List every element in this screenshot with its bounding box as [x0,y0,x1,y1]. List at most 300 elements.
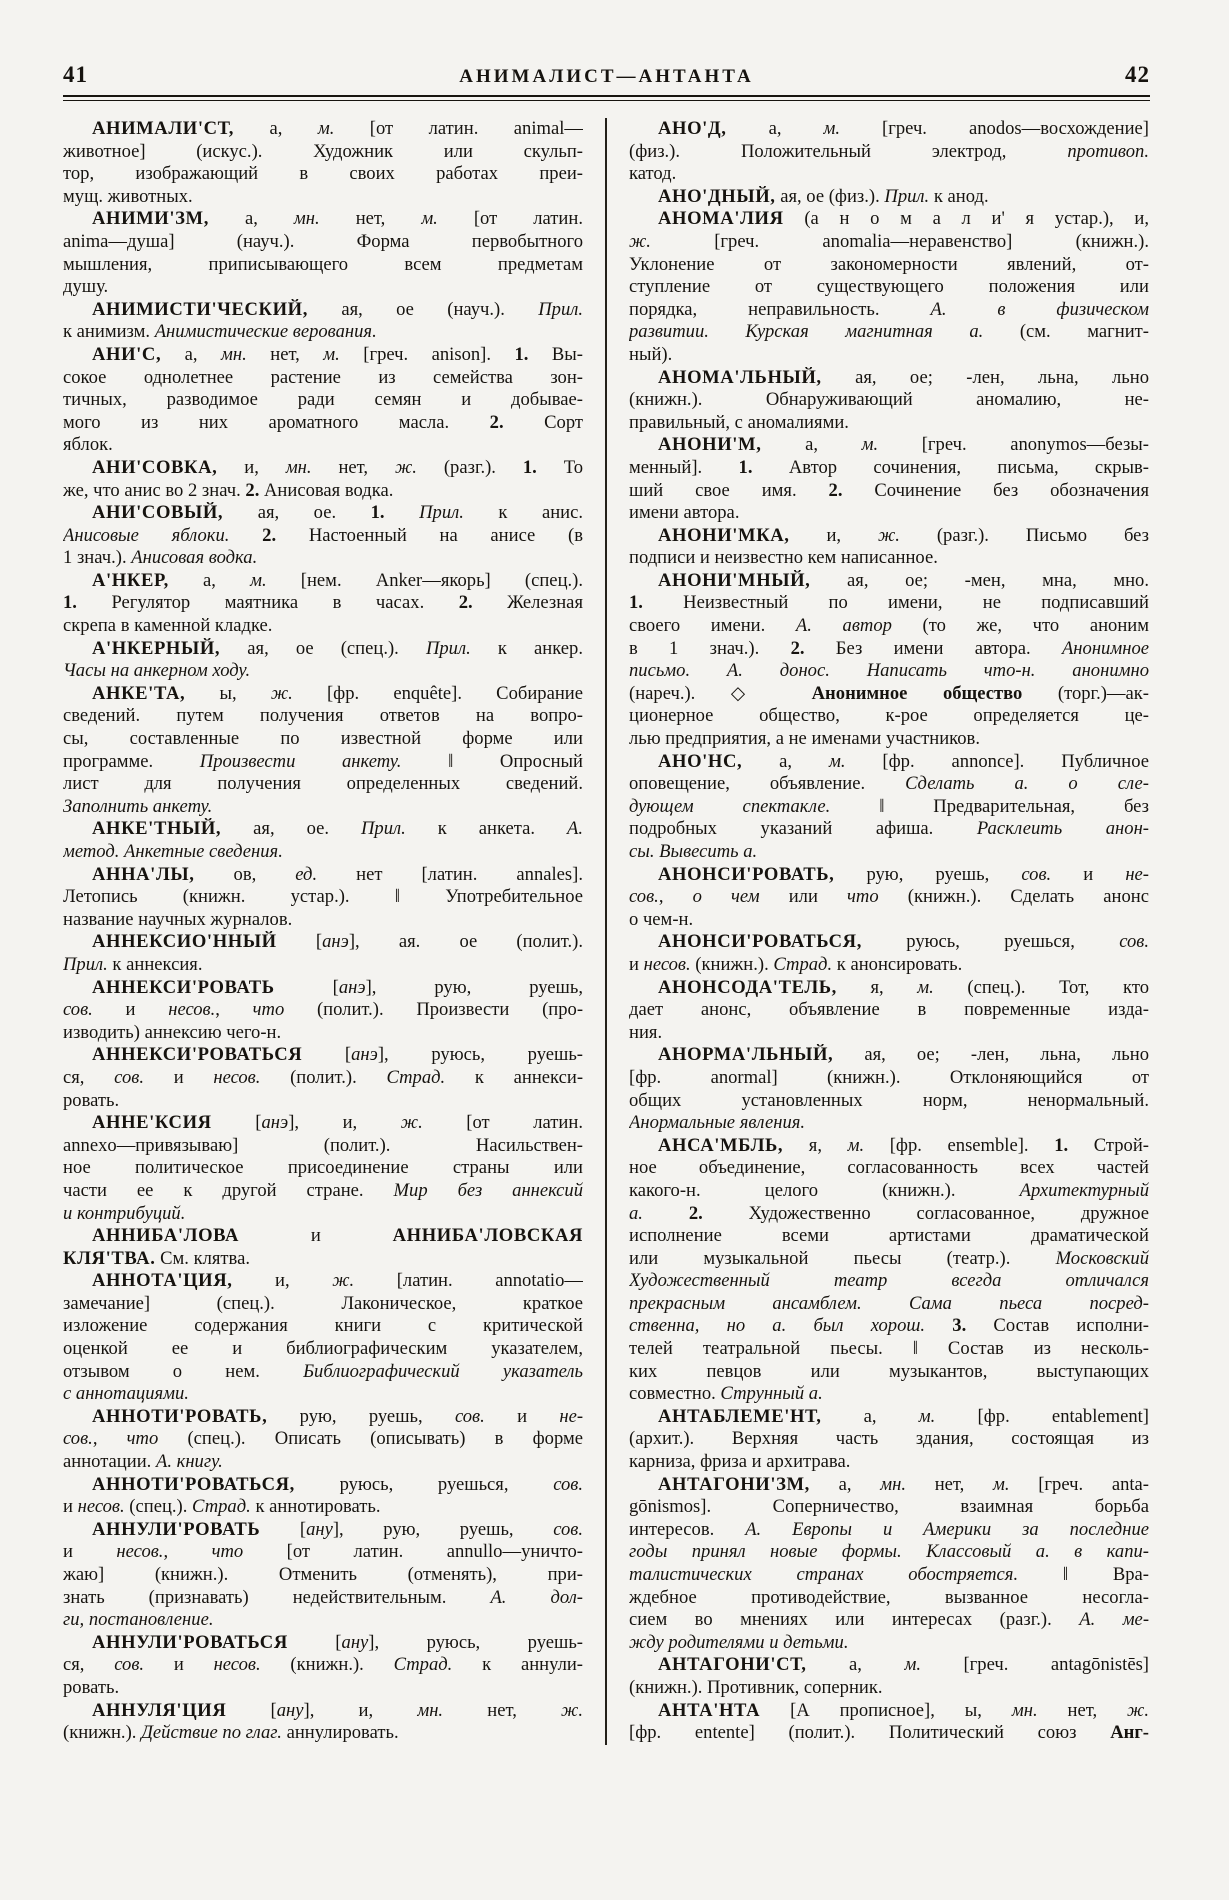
dictionary-line [629,434,1149,457]
text-segment: АННИБА'ЛОВА [92,1225,240,1247]
dictionary-line [629,954,1149,977]
text-segment: катод. [629,163,677,185]
dictionary-line [629,886,1149,909]
text-segment: а, [208,208,294,230]
text-segment: [греч. anison]. [339,343,515,365]
text-segment: АННЕКСИ'РОВАТЬ [92,976,275,998]
dictionary-line [63,886,583,909]
dictionary-line [629,864,1149,887]
text-segment: Вы- [528,343,583,365]
dictionary-line [63,796,583,819]
text-segment: ], ая. ое (полит.). [348,931,583,953]
text-segment: к анис. [463,502,583,524]
dictionary-line [63,299,583,322]
dictionary-line [629,1225,1149,1248]
text-segment: Прил. [419,502,464,524]
text-segment: что [252,999,285,1021]
text-segment: Прил. [63,953,108,975]
dictionary-line [629,615,1149,638]
text-segment: развитии. Курская магнитная а. [629,321,984,343]
text-segment: рую, руешь, [267,1405,455,1427]
text-segment: и контрибуций. [63,1202,186,1224]
text-segment: а, [821,1405,919,1427]
text-segment: не- [559,1405,583,1427]
dictionary-line [63,502,583,525]
text-segment: [греч. anonymos—безы- [878,434,1149,456]
text-segment: и [143,1066,214,1088]
text-segment: АНИМИСТИ'ЧЕСКИЙ, [92,298,308,320]
text-segment: Сделать а. о сле- [905,773,1149,795]
dictionary-line [629,818,1149,841]
text-segment: и [144,1654,214,1676]
text-segment: Анисовая водка. [259,479,394,501]
text-segment: АНОНИ'МКА, [658,524,790,546]
text-segment: (книжн.). [260,1654,394,1676]
dictionary-line [63,660,583,683]
dictionary-line [629,1406,1149,1429]
text-segment: А. книгу. [155,1451,223,1473]
text-segment: АНТА'НТА [658,1699,761,1721]
dictionary-line [629,1700,1149,1723]
text-segment: АНО'Д, [658,118,727,139]
text-segment: рую, руешь, [834,863,1022,885]
text-segment: 1 знач.). [63,547,132,569]
text-segment: Библиографический указатель [303,1360,583,1382]
text-segment: [фр. anormal] (книжн.). Отклоняющийся от [629,1066,1149,1088]
text-segment: что [847,886,879,908]
text-segment: м. [861,434,879,456]
text-segment: м. [250,569,267,591]
text-segment: несов. [77,1496,125,1518]
text-segment: ая, ое; -мен, мна, мно. [810,569,1149,591]
text-segment: ж. [400,1112,423,1134]
text-segment: сов. [1021,863,1052,885]
dictionary-line [629,344,1149,367]
text-segment: АНИ'СОВЫЙ, [92,502,224,524]
text-segment: и, [789,524,878,546]
dictionary-line [63,1338,583,1361]
text-segment: [ [302,1044,352,1066]
text-segment: (торг.)—ак- [1022,682,1149,704]
text-segment: мн. [880,1473,906,1495]
text-segment: [греч. antagōnistēs] [920,1654,1149,1676]
text-segment: АНТАГОНИ'СТ, [658,1654,807,1676]
page-title: АНИМАЛИСТ—АНТАНТА [459,66,754,87]
dictionary-line [629,660,1149,683]
text-segment: метод. Анкетные сведения. [63,841,283,862]
text-columns [63,118,1150,1745]
dictionary-line [629,254,1149,277]
text-segment: м. [904,1654,921,1676]
text-segment: ж. [629,230,651,252]
dictionary-line [63,1519,583,1542]
text-segment: АННОТА'ЦИЯ, [92,1270,233,1292]
text-segment: анэ [261,1112,289,1134]
dictionary-line [63,1067,583,1090]
text-segment: ж. [877,524,900,546]
dictionary-line [629,547,1149,570]
dictionary-line [629,1722,1149,1745]
text-segment: , [163,1541,212,1563]
text-segment: к аннотировать. [250,1496,381,1518]
text-segment: и [1051,863,1126,885]
text-segment: ], руюсь, руешь- [368,1631,583,1653]
text-segment: ж. [1127,1699,1149,1721]
dictionary-line [63,683,583,706]
text-segment: 1. [629,592,643,614]
dictionary-line [629,999,1149,1022]
dictionary-line [63,1654,583,1677]
text-segment: или музыкальной пьесы (театр.). [629,1247,1056,1269]
text-segment: ступление от существующего положения или [629,276,1149,298]
text-segment: Сорт [503,411,583,433]
dictionary-line [629,683,1149,706]
text-segment: а, [726,118,824,139]
dictionary-line [63,231,583,254]
dictionary-line [63,638,583,661]
dictionary-line [63,1225,583,1248]
text-segment: сов. [629,886,659,908]
text-segment: (разг.). [416,456,523,478]
text-segment: противоп. [1067,140,1149,162]
text-segment: (спец.). Тот, кто [933,976,1149,998]
dictionary-line [63,1564,583,1587]
text-segment: оповещение, объявление. [629,773,906,795]
dictionary-line [629,1451,1149,1474]
text-segment: нет, [319,208,422,230]
text-segment: аннотации. [63,1451,156,1473]
text-segment: [от латин. [422,1112,583,1134]
text-segment: сокое однолетнее растение из семейства зон- [63,366,583,388]
text-segment: ное объединение, согласованность всех частей [629,1157,1149,1179]
text-segment: [латин. annotatio— [354,1270,583,1292]
text-segment: несов. [643,953,691,975]
text-segment: АННИБА'ЛОВСКАЯ [392,1225,583,1247]
text-segment: ану [276,1699,304,1721]
text-segment: [ [211,1112,262,1134]
text-segment: несов. [168,999,216,1021]
dictionary-line [63,457,583,480]
dictionary-line [629,931,1149,954]
dictionary-line [629,1609,1149,1632]
text-segment: сов. [1119,931,1149,953]
dictionary-line [629,1383,1149,1406]
dictionary-line [63,977,583,1000]
dictionary-line [63,344,583,367]
text-segment: программе. [63,750,200,772]
text-segment: а, [742,750,829,772]
text-segment: [А прописное], ы, [760,1699,1012,1721]
text-segment: Строй- [1068,1134,1149,1156]
text-segment: ж. [332,1270,355,1292]
text-segment: мн. [221,343,247,365]
dictionary-line [629,1361,1149,1384]
text-segment: несов. [116,1541,164,1563]
text-segment: 1. [63,592,77,614]
text-segment: Струнный а. [720,1383,823,1405]
dictionary-line [629,208,1149,231]
text-segment: ‖ Предварительная, без [830,795,1149,817]
dictionary-line [63,1090,583,1113]
text-segment: То [536,456,583,478]
text-segment: ких певцов или музыкантов, выступающих [629,1360,1149,1382]
text-segment: сов. [553,1473,583,1495]
text-segment: руюсь, руешься, [294,1473,554,1495]
text-segment: что [126,1428,159,1450]
text-segment: Анг- [1110,1722,1149,1744]
page-number-left: 41 [63,62,88,87]
text-segment: ану [341,1631,369,1653]
text-segment: АНОНСИ'РОВАТЬ, [658,863,835,885]
text-segment: А. [567,818,583,840]
dictionary-line [63,1406,583,1429]
right-column [629,118,1149,1745]
text-segment: ждебное противодействие, вызванное несогла- [629,1586,1149,1608]
dictionary-line [63,570,583,593]
text-segment: анэ [351,1044,378,1066]
text-segment: ж. [270,682,293,704]
text-segment: 3. [952,1315,967,1337]
dictionary-line [63,1180,583,1203]
text-segment: нет, [443,1699,562,1721]
text-segment: а, [234,118,318,139]
text-segment: совместно. [629,1383,721,1405]
text-segment: аннулировать. [281,1722,399,1744]
dictionary-line [629,592,1149,615]
text-segment: А. автор [795,615,892,637]
text-segment: и, [217,456,286,478]
text-segment: АННА'ЛЫ, [92,863,195,885]
text-segment: АНОНСИ'РОВАТЬСЯ, [658,931,862,953]
text-segment: АННЕ'КСИЯ [92,1112,212,1134]
dictionary-line [629,276,1149,299]
text-segment: ‖ Вра- [1018,1564,1149,1585]
text-segment: нет [латин. annales]. [317,863,583,885]
text-segment: 2. [790,637,805,659]
text-segment: сов. [63,1428,93,1450]
text-segment: (архит.). Верхняя часть здания, состоящая из [629,1428,1149,1450]
text-segment: несов. [213,1066,261,1088]
dictionary-line [63,1722,583,1745]
text-segment: изложение содержания книги с критической [63,1315,583,1337]
dictionary-line [629,163,1149,186]
text-segment: а. [629,1202,643,1224]
text-segment: своего имени. [629,615,796,637]
text-segment: подробных указаний афиша. [629,818,977,840]
dictionary-line [629,1090,1149,1113]
text-segment: к анод. [929,185,989,207]
dictionary-line [629,638,1149,661]
text-segment: руюсь, руешься, [861,931,1120,953]
text-segment: Московский [1055,1247,1149,1269]
text-segment: [фр. entente] (полит.). Политический союз [629,1722,1111,1744]
text-segment: Анисовая водка. [131,547,258,569]
dictionary-line [63,818,583,841]
text-segment: ], рую, руешь, [365,976,583,998]
text-segment: м. [993,1473,1010,1495]
dictionary-line [63,773,583,796]
text-segment: м. [317,118,335,139]
text-segment: (книжн.). Сделать анонс [878,886,1149,908]
dictionary-line [63,547,583,570]
text-segment: дает анонс, объявление в повременные изда- [629,999,1149,1021]
text-segment: См. клятва. [155,1247,250,1269]
text-segment: тор, изображающий в своих работах преи- [63,163,583,185]
text-segment: лью предприятия, а не именами участников. [629,728,980,750]
text-segment: АННОТИ'РОВАТЬСЯ, [92,1473,295,1495]
dictionary-line [63,1135,583,1158]
dictionary-line [63,1157,583,1180]
text-segment: АНО'ДНЫЙ, [658,185,776,207]
dictionary-line [63,909,583,932]
text-segment: АНИ'СОВКА, [92,456,218,478]
dictionary-line [63,1632,583,1655]
dictionary-line [629,751,1149,774]
text-segment: ], руюсь, руешь- [377,1044,583,1066]
dictionary-line [63,118,583,141]
dictionary-line [629,570,1149,593]
text-segment: а, [161,343,222,365]
text-segment: АНИ'С, [92,343,162,365]
text-segment: А. ме- [1079,1609,1149,1631]
dictionary-line [63,1383,583,1406]
text-segment: [греч. anodos—восхождение] [840,118,1149,139]
dictionary-line [63,367,583,390]
text-segment: о чем-н. [629,908,694,930]
dictionary-line [63,999,583,1022]
text-segment: с аннотациями. [63,1383,189,1405]
text-segment: ], и, [303,1699,418,1721]
dictionary-line [629,502,1149,525]
text-segment: Часы на анкерном ходу. [63,660,251,682]
text-segment: ный). [629,343,673,365]
text-segment: менный]. [629,456,739,478]
page-number-right: 42 [1125,62,1150,87]
dictionary-line [63,1474,583,1497]
text-segment: АННЕКСИО'ННЫЙ [92,931,277,953]
column-gutter [583,118,629,1745]
text-segment: животное] (искус.). Художник или скульп- [63,140,583,162]
text-segment: дующем спектакле. [629,795,831,817]
text-segment: ], и, [288,1112,401,1134]
text-segment [643,1203,689,1224]
text-segment: я, [783,1134,848,1156]
text-segment: не- [1125,863,1149,885]
text-segment: душу. [63,276,109,298]
text-segment: сов. [114,1066,144,1088]
text-segment: исполнение всеми артистами драматической [629,1225,1149,1247]
text-segment: [фр. enquête]. Собирание [292,682,583,704]
text-segment: и, [232,1270,333,1292]
text-segment: нет, [906,1473,993,1495]
dictionary-line [629,1428,1149,1451]
text-segment: мн. [285,456,312,478]
text-segment: ая, ое (науч.). [307,298,539,320]
text-segment: А'НКЕРНЫЙ, [92,637,221,659]
dictionary-line [629,1157,1149,1180]
text-segment: Прил. [538,298,583,320]
text-segment: порядка, неправильность. [629,298,931,320]
text-segment: к аннекси- [445,1066,583,1088]
text-segment: (а н о м а л и' я устар.), и, [783,208,1149,230]
text-segment: , [658,886,693,908]
running-head [63,62,1150,88]
text-segment: ая, ое. [223,502,371,524]
text-segment: АНКЕ'ТНЫЙ, [92,818,222,840]
dictionary-line [629,1474,1149,1497]
text-segment: АНОРМА'ЛЬНЫЙ, [658,1044,834,1066]
text-segment: annexo—привязываю] (полит.). Насильствен- [63,1134,583,1156]
dictionary-line [63,1315,583,1338]
dictionary-line [629,1022,1149,1045]
text-segment: годы принял новые формы. Классовый а. в капи- [629,1541,1149,1563]
text-segment: м. [847,1134,865,1156]
left-column [63,118,583,1745]
text-segment: скрепа в каменной кладке. [63,615,273,637]
text-segment: АННУЛИ'РОВАТЬСЯ [92,1631,288,1653]
dictionary-line [63,705,583,728]
text-segment: [греч. anta- [1009,1473,1149,1495]
dictionary-line [63,321,583,344]
text-segment: АННЕКСИ'РОВАТЬСЯ [92,1044,303,1066]
text-segment: Летопись (книжн. устар.). ‖ Употребительное [63,886,583,908]
text-segment: общих установленных норм, ненормальный. [629,1089,1149,1111]
text-segment: (нареч.). ◇ [629,682,812,704]
text-segment: [фр. ensemble]. [864,1134,1055,1156]
dictionary-line [629,1180,1149,1203]
text-segment: Архитектурный [1019,1179,1149,1201]
text-segment: к аннули- [452,1654,583,1676]
text-segment: ное политическое присоединение страны или [63,1157,583,1179]
text-segment: ая, ое; -лен, льна, льно [821,366,1149,388]
text-segment: (полит.). Произвести (про- [284,999,583,1021]
dictionary-line [63,141,583,164]
dictionary-line [629,1135,1149,1158]
text-segment: а, [809,1473,881,1495]
text-segment: письмо. А. донос. Написать что-н. анонимно [629,660,1149,682]
dictionary-line [629,773,1149,796]
text-segment: АНТАБЛЕМЕ'НТ, [658,1405,822,1427]
dictionary-line [629,525,1149,548]
text-segment: к аннексия. [107,953,203,975]
dictionary-line [63,1496,583,1519]
dictionary-line [63,412,583,435]
text-segment: жду родителями и детьми. [629,1631,849,1653]
dictionary-line [63,276,583,299]
dictionary-line [63,931,583,954]
text-segment: Неизвестный по имени, не подписавший [642,592,1149,614]
dictionary-line [629,367,1149,390]
text-segment: нет, [311,456,395,478]
text-segment: же, что анис во 2 знач. [63,479,246,501]
text-segment: ану [306,1518,333,1540]
text-segment: и [239,1225,393,1247]
text-segment: 1. [514,343,529,365]
dictionary-line [63,954,583,977]
dictionary-line [63,254,583,277]
text-segment: [от латин. annullo—уничто- [243,1541,583,1563]
text-segment [229,525,262,546]
text-segment: ], рую, руешь, [332,1518,554,1540]
text-segment: [ [226,1699,277,1721]
text-segment: и [92,999,169,1021]
text-segment: сы, составленные по известной форме или [63,728,583,750]
dictionary-line [629,728,1149,751]
text-segment: Настоенный на анисе (в [276,524,583,546]
text-segment: подписи и неизвестно кем написанное. [629,547,938,569]
text-segment: [ [276,931,323,953]
dictionary-line [63,1700,583,1723]
